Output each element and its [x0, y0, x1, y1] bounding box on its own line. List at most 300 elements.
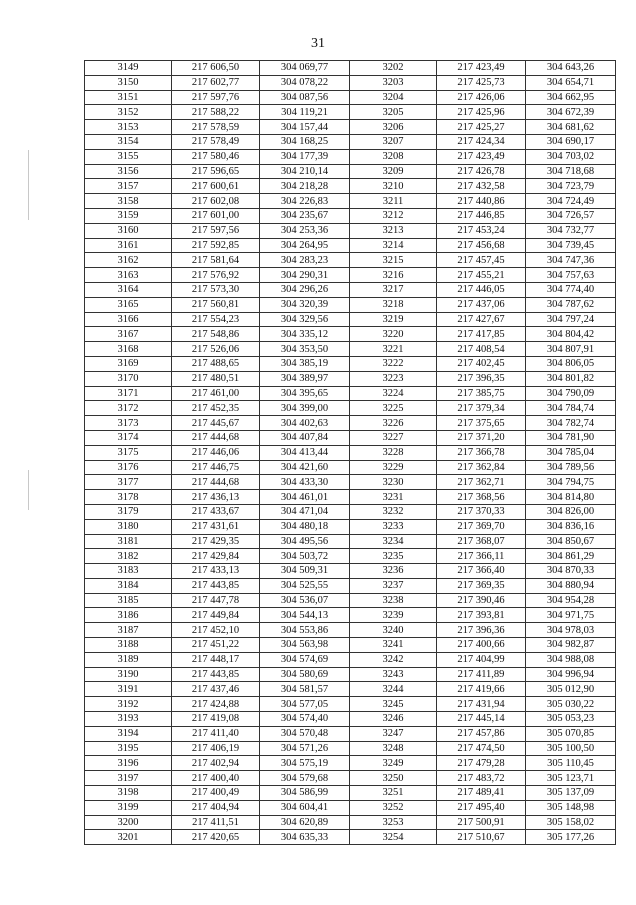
y-coordinate-cell: 304 413,44: [260, 445, 350, 460]
y-coordinate-cell: 304 119,21: [260, 105, 350, 120]
x-coordinate-cell: 217 436,13: [172, 490, 260, 505]
y-coordinate-cell: 304 571,26: [260, 741, 350, 756]
table-row: [85, 800, 616, 815]
x-coordinate-cell: 217 366,78: [437, 445, 526, 460]
x-coordinate-cell: 217 446,85: [437, 208, 526, 223]
point-number-cell: 3215: [350, 253, 437, 268]
x-coordinate-cell: 217 526,06: [172, 342, 260, 357]
x-coordinate-cell: 217 429,84: [172, 549, 260, 564]
x-coordinate-cell: 217 445,14: [437, 712, 526, 727]
y-coordinate-cell: 304 982,87: [526, 638, 616, 653]
table-row: [85, 179, 616, 194]
y-coordinate-cell: 304 570,48: [260, 726, 350, 741]
x-coordinate-cell: 217 420,65: [172, 830, 260, 845]
point-number-cell: 3169: [85, 356, 172, 371]
table-row: [85, 682, 616, 697]
x-coordinate-cell: 217 479,28: [437, 756, 526, 771]
point-number-cell: 3250: [350, 771, 437, 786]
y-coordinate-cell: 305 177,26: [526, 830, 616, 845]
x-coordinate-cell: 217 437,46: [172, 682, 260, 697]
page-number: 31: [311, 36, 325, 51]
y-coordinate-cell: 304 774,40: [526, 282, 616, 297]
y-coordinate-cell: 305 100,50: [526, 741, 616, 756]
table-row: [85, 608, 616, 623]
x-coordinate-cell: 217 406,19: [172, 741, 260, 756]
x-coordinate-cell: 217 393,81: [437, 608, 526, 623]
point-number-cell: 3224: [350, 386, 437, 401]
point-number-cell: 3211: [350, 194, 437, 209]
y-coordinate-cell: 304 480,18: [260, 519, 350, 534]
y-coordinate-cell: 304 157,44: [260, 120, 350, 135]
x-coordinate-cell: 217 423,49: [437, 61, 526, 76]
y-coordinate-cell: 304 880,94: [526, 578, 616, 593]
y-coordinate-cell: 304 807,91: [526, 342, 616, 357]
point-number-cell: 3245: [350, 697, 437, 712]
table-row: [85, 327, 616, 342]
x-coordinate-cell: 217 500,91: [437, 815, 526, 830]
x-coordinate-cell: 217 400,40: [172, 771, 260, 786]
table-row: [85, 667, 616, 682]
y-coordinate-cell: 304 724,49: [526, 194, 616, 209]
y-coordinate-cell: 304 971,75: [526, 608, 616, 623]
point-number-cell: 3254: [350, 830, 437, 845]
x-coordinate-cell: 217 362,71: [437, 475, 526, 490]
y-coordinate-cell: 304 580,69: [260, 667, 350, 682]
point-number-cell: 3217: [350, 282, 437, 297]
y-coordinate-cell: 304 723,79: [526, 179, 616, 194]
x-coordinate-cell: 217 427,67: [437, 312, 526, 327]
x-coordinate-cell: 217 396,36: [437, 623, 526, 638]
y-coordinate-cell: 304 389,97: [260, 371, 350, 386]
table-row: [85, 223, 616, 238]
y-coordinate-cell: 304 168,25: [260, 134, 350, 149]
table-row: [85, 741, 616, 756]
x-coordinate-cell: 217 370,33: [437, 504, 526, 519]
x-coordinate-cell: 217 411,51: [172, 815, 260, 830]
x-coordinate-cell: 217 444,68: [172, 430, 260, 445]
y-coordinate-cell: 304 814,80: [526, 490, 616, 505]
point-number-cell: 3186: [85, 608, 172, 623]
point-number-cell: 3231: [350, 490, 437, 505]
y-coordinate-cell: 304 283,23: [260, 253, 350, 268]
y-coordinate-cell: 304 536,07: [260, 593, 350, 608]
y-coordinate-cell: 304 732,77: [526, 223, 616, 238]
point-number-cell: 3184: [85, 578, 172, 593]
x-coordinate-cell: 217 404,94: [172, 800, 260, 815]
point-number-cell: 3177: [85, 475, 172, 490]
y-coordinate-cell: 305 053,23: [526, 712, 616, 727]
y-coordinate-cell: 304 604,41: [260, 800, 350, 815]
x-coordinate-cell: 217 366,11: [437, 549, 526, 564]
point-number-cell: 3200: [85, 815, 172, 830]
point-number-cell: 3196: [85, 756, 172, 771]
point-number-cell: 3228: [350, 445, 437, 460]
x-coordinate-cell: 217 480,51: [172, 371, 260, 386]
point-number-cell: 3243: [350, 667, 437, 682]
coordinates-table: [84, 60, 616, 845]
point-number-cell: 3161: [85, 238, 172, 253]
x-coordinate-cell: 217 596,65: [172, 164, 260, 179]
x-coordinate-cell: 217 489,41: [437, 786, 526, 801]
x-coordinate-cell: 217 400,66: [437, 638, 526, 653]
point-number-cell: 3158: [85, 194, 172, 209]
table-row: [85, 282, 616, 297]
y-coordinate-cell: 304 996,94: [526, 667, 616, 682]
point-number-cell: 3205: [350, 105, 437, 120]
table-row: [85, 786, 616, 801]
x-coordinate-cell: 217 368,07: [437, 534, 526, 549]
x-coordinate-cell: 217 425,27: [437, 120, 526, 135]
x-coordinate-cell: 217 602,77: [172, 75, 260, 90]
x-coordinate-cell: 217 488,65: [172, 356, 260, 371]
scan-edge-mark: [28, 470, 29, 510]
y-coordinate-cell: 304 787,62: [526, 297, 616, 312]
x-coordinate-cell: 217 419,66: [437, 682, 526, 697]
table-row: [85, 105, 616, 120]
y-coordinate-cell: 304 264,95: [260, 238, 350, 253]
y-coordinate-cell: 304 681,62: [526, 120, 616, 135]
point-number-cell: 3162: [85, 253, 172, 268]
y-coordinate-cell: 305 123,71: [526, 771, 616, 786]
point-number-cell: 3191: [85, 682, 172, 697]
x-coordinate-cell: 217 446,05: [437, 282, 526, 297]
table-row: [85, 134, 616, 149]
table-row: [85, 534, 616, 549]
point-number-cell: 3251: [350, 786, 437, 801]
y-coordinate-cell: 304 804,42: [526, 327, 616, 342]
y-coordinate-cell: 304 525,55: [260, 578, 350, 593]
point-number-cell: 3187: [85, 623, 172, 638]
point-number-cell: 3155: [85, 149, 172, 164]
x-coordinate-cell: 217 455,21: [437, 268, 526, 283]
y-coordinate-cell: 304 210,14: [260, 164, 350, 179]
y-coordinate-cell: 304 790,09: [526, 386, 616, 401]
y-coordinate-cell: 304 290,31: [260, 268, 350, 283]
x-coordinate-cell: 217 447,78: [172, 593, 260, 608]
point-number-cell: 3153: [85, 120, 172, 135]
y-coordinate-cell: 305 110,45: [526, 756, 616, 771]
y-coordinate-cell: 304 672,39: [526, 105, 616, 120]
y-coordinate-cell: 304 563,98: [260, 638, 350, 653]
x-coordinate-cell: 217 424,34: [437, 134, 526, 149]
point-number-cell: 3202: [350, 61, 437, 76]
point-number-cell: 3220: [350, 327, 437, 342]
table-row: [85, 623, 616, 638]
point-number-cell: 3232: [350, 504, 437, 519]
y-coordinate-cell: 304 574,69: [260, 652, 350, 667]
x-coordinate-cell: 217 400,49: [172, 786, 260, 801]
y-coordinate-cell: 304 461,01: [260, 490, 350, 505]
table-row: [85, 342, 616, 357]
table-row: [85, 194, 616, 209]
point-number-cell: 3151: [85, 90, 172, 105]
point-number-cell: 3244: [350, 682, 437, 697]
table-row: [85, 578, 616, 593]
y-coordinate-cell: 304 785,04: [526, 445, 616, 460]
table-row: [85, 638, 616, 653]
point-number-cell: 3241: [350, 638, 437, 653]
y-coordinate-cell: 304 784,74: [526, 401, 616, 416]
table-row: [85, 164, 616, 179]
x-coordinate-cell: 217 433,67: [172, 504, 260, 519]
y-coordinate-cell: 304 579,68: [260, 771, 350, 786]
x-coordinate-cell: 217 379,34: [437, 401, 526, 416]
y-coordinate-cell: 304 253,36: [260, 223, 350, 238]
y-coordinate-cell: 304 574,40: [260, 712, 350, 727]
table-row: [85, 61, 616, 76]
point-number-cell: 3175: [85, 445, 172, 460]
y-coordinate-cell: 304 978,03: [526, 623, 616, 638]
point-number-cell: 3168: [85, 342, 172, 357]
x-coordinate-cell: 217 371,20: [437, 430, 526, 445]
x-coordinate-cell: 217 602,08: [172, 194, 260, 209]
table-row: [85, 519, 616, 534]
table-row: [85, 401, 616, 416]
point-number-cell: 3180: [85, 519, 172, 534]
y-coordinate-cell: 304 399,00: [260, 401, 350, 416]
x-coordinate-cell: 217 443,85: [172, 667, 260, 682]
y-coordinate-cell: 304 789,56: [526, 460, 616, 475]
point-number-cell: 3233: [350, 519, 437, 534]
point-number-cell: 3178: [85, 490, 172, 505]
point-number-cell: 3230: [350, 475, 437, 490]
point-number-cell: 3173: [85, 416, 172, 431]
x-coordinate-cell: 217 408,54: [437, 342, 526, 357]
point-number-cell: 3219: [350, 312, 437, 327]
y-coordinate-cell: 304 433,30: [260, 475, 350, 490]
x-coordinate-cell: 217 424,88: [172, 697, 260, 712]
y-coordinate-cell: 304 329,56: [260, 312, 350, 327]
x-coordinate-cell: 217 404,99: [437, 652, 526, 667]
y-coordinate-cell: 304 296,26: [260, 282, 350, 297]
point-number-cell: 3171: [85, 386, 172, 401]
x-coordinate-cell: 217 366,40: [437, 564, 526, 579]
point-number-cell: 3246: [350, 712, 437, 727]
y-coordinate-cell: 304 402,63: [260, 416, 350, 431]
table-row: [85, 416, 616, 431]
x-coordinate-cell: 217 588,22: [172, 105, 260, 120]
y-coordinate-cell: 304 177,39: [260, 149, 350, 164]
y-coordinate-cell: 304 620,89: [260, 815, 350, 830]
point-number-cell: 3152: [85, 105, 172, 120]
y-coordinate-cell: 304 495,56: [260, 534, 350, 549]
x-coordinate-cell: 217 431,94: [437, 697, 526, 712]
point-number-cell: 3163: [85, 268, 172, 283]
y-coordinate-cell: 305 012,90: [526, 682, 616, 697]
table-row: [85, 726, 616, 741]
x-coordinate-cell: 217 445,67: [172, 416, 260, 431]
y-coordinate-cell: 304 503,72: [260, 549, 350, 564]
point-number-cell: 3223: [350, 371, 437, 386]
x-coordinate-cell: 217 411,40: [172, 726, 260, 741]
y-coordinate-cell: 305 137,09: [526, 786, 616, 801]
table-row: [85, 386, 616, 401]
table-row: [85, 697, 616, 712]
point-number-cell: 3236: [350, 564, 437, 579]
point-number-cell: 3189: [85, 652, 172, 667]
table-row: [85, 549, 616, 564]
x-coordinate-cell: 217 592,85: [172, 238, 260, 253]
table-row: [85, 460, 616, 475]
x-coordinate-cell: 217 390,46: [437, 593, 526, 608]
y-coordinate-cell: 304 850,67: [526, 534, 616, 549]
x-coordinate-cell: 217 411,89: [437, 667, 526, 682]
y-coordinate-cell: 304 069,77: [260, 61, 350, 76]
y-coordinate-cell: 304 861,29: [526, 549, 616, 564]
x-coordinate-cell: 217 452,10: [172, 623, 260, 638]
point-number-cell: 3207: [350, 134, 437, 149]
point-number-cell: 3154: [85, 134, 172, 149]
coordinates-table-body: [85, 61, 616, 845]
x-coordinate-cell: 217 443,85: [172, 578, 260, 593]
point-number-cell: 3234: [350, 534, 437, 549]
point-number-cell: 3170: [85, 371, 172, 386]
x-coordinate-cell: 217 423,49: [437, 149, 526, 164]
x-coordinate-cell: 217 457,45: [437, 253, 526, 268]
point-number-cell: 3240: [350, 623, 437, 638]
x-coordinate-cell: 217 573,30: [172, 282, 260, 297]
point-number-cell: 3199: [85, 800, 172, 815]
x-coordinate-cell: 217 402,45: [437, 356, 526, 371]
point-number-cell: 3213: [350, 223, 437, 238]
x-coordinate-cell: 217 456,68: [437, 238, 526, 253]
table-row: [85, 371, 616, 386]
y-coordinate-cell: 304 870,33: [526, 564, 616, 579]
y-coordinate-cell: 304 235,67: [260, 208, 350, 223]
x-coordinate-cell: 217 425,73: [437, 75, 526, 90]
y-coordinate-cell: 304 794,75: [526, 475, 616, 490]
point-number-cell: 3174: [85, 430, 172, 445]
point-number-cell: 3252: [350, 800, 437, 815]
x-coordinate-cell: 217 461,00: [172, 386, 260, 401]
point-number-cell: 3150: [85, 75, 172, 90]
y-coordinate-cell: 304 353,50: [260, 342, 350, 357]
x-coordinate-cell: 217 431,61: [172, 519, 260, 534]
y-coordinate-cell: 304 385,19: [260, 356, 350, 371]
table-row: [85, 593, 616, 608]
point-number-cell: 3239: [350, 608, 437, 623]
x-coordinate-cell: 217 402,94: [172, 756, 260, 771]
y-coordinate-cell: 304 335,12: [260, 327, 350, 342]
point-number-cell: 3182: [85, 549, 172, 564]
point-number-cell: 3194: [85, 726, 172, 741]
y-coordinate-cell: 304 544,13: [260, 608, 350, 623]
x-coordinate-cell: 217 606,50: [172, 61, 260, 76]
y-coordinate-cell: 304 826,00: [526, 504, 616, 519]
x-coordinate-cell: 217 580,46: [172, 149, 260, 164]
y-coordinate-cell: 304 509,31: [260, 564, 350, 579]
table-row: [85, 356, 616, 371]
x-coordinate-cell: 217 432,58: [437, 179, 526, 194]
y-coordinate-cell: 304 988,08: [526, 652, 616, 667]
x-coordinate-cell: 217 440,86: [437, 194, 526, 209]
point-number-cell: 3159: [85, 208, 172, 223]
table-row: [85, 652, 616, 667]
x-coordinate-cell: 217 453,24: [437, 223, 526, 238]
y-coordinate-cell: 304 703,02: [526, 149, 616, 164]
point-number-cell: 3238: [350, 593, 437, 608]
point-number-cell: 3192: [85, 697, 172, 712]
point-number-cell: 3253: [350, 815, 437, 830]
point-number-cell: 3179: [85, 504, 172, 519]
table-row: [85, 208, 616, 223]
point-number-cell: 3160: [85, 223, 172, 238]
x-coordinate-cell: 217 474,50: [437, 741, 526, 756]
table-row: [85, 564, 616, 579]
y-coordinate-cell: 304 586,99: [260, 786, 350, 801]
y-coordinate-cell: 304 739,45: [526, 238, 616, 253]
point-number-cell: 3197: [85, 771, 172, 786]
y-coordinate-cell: 305 030,22: [526, 697, 616, 712]
x-coordinate-cell: 217 601,00: [172, 208, 260, 223]
point-number-cell: 3221: [350, 342, 437, 357]
point-number-cell: 3214: [350, 238, 437, 253]
x-coordinate-cell: 217 433,13: [172, 564, 260, 579]
y-coordinate-cell: 304 726,57: [526, 208, 616, 223]
x-coordinate-cell: 217 448,17: [172, 652, 260, 667]
x-coordinate-cell: 217 429,35: [172, 534, 260, 549]
point-number-cell: 3249: [350, 756, 437, 771]
y-coordinate-cell: 304 218,28: [260, 179, 350, 194]
point-number-cell: 3172: [85, 401, 172, 416]
point-number-cell: 3157: [85, 179, 172, 194]
x-coordinate-cell: 217 396,35: [437, 371, 526, 386]
table-row: [85, 297, 616, 312]
point-number-cell: 3208: [350, 149, 437, 164]
point-number-cell: 3203: [350, 75, 437, 90]
point-number-cell: 3204: [350, 90, 437, 105]
point-number-cell: 3248: [350, 741, 437, 756]
point-number-cell: 3190: [85, 667, 172, 682]
point-number-cell: 3229: [350, 460, 437, 475]
y-coordinate-cell: 304 801,82: [526, 371, 616, 386]
x-coordinate-cell: 217 417,85: [437, 327, 526, 342]
y-coordinate-cell: 304 781,90: [526, 430, 616, 445]
table-row: [85, 445, 616, 460]
table-row: [85, 490, 616, 505]
y-coordinate-cell: 304 718,68: [526, 164, 616, 179]
table-row: [85, 756, 616, 771]
x-coordinate-cell: 217 452,35: [172, 401, 260, 416]
x-coordinate-cell: 217 419,08: [172, 712, 260, 727]
y-coordinate-cell: 304 087,56: [260, 90, 350, 105]
x-coordinate-cell: 217 495,40: [437, 800, 526, 815]
point-number-cell: 3237: [350, 578, 437, 593]
x-coordinate-cell: 217 600,61: [172, 179, 260, 194]
point-number-cell: 3176: [85, 460, 172, 475]
y-coordinate-cell: 304 407,84: [260, 430, 350, 445]
point-number-cell: 3206: [350, 120, 437, 135]
x-coordinate-cell: 217 576,92: [172, 268, 260, 283]
x-coordinate-cell: 217 597,76: [172, 90, 260, 105]
point-number-cell: 3181: [85, 534, 172, 549]
point-number-cell: 3235: [350, 549, 437, 564]
point-number-cell: 3226: [350, 416, 437, 431]
x-coordinate-cell: 217 385,75: [437, 386, 526, 401]
x-coordinate-cell: 217 369,35: [437, 578, 526, 593]
y-coordinate-cell: 304 553,86: [260, 623, 350, 638]
table-row: [85, 238, 616, 253]
x-coordinate-cell: 217 426,06: [437, 90, 526, 105]
point-number-cell: 3195: [85, 741, 172, 756]
table-row: [85, 120, 616, 135]
point-number-cell: 3225: [350, 401, 437, 416]
y-coordinate-cell: 304 690,17: [526, 134, 616, 149]
point-number-cell: 3227: [350, 430, 437, 445]
y-coordinate-cell: 305 148,98: [526, 800, 616, 815]
y-coordinate-cell: 304 836,16: [526, 519, 616, 534]
y-coordinate-cell: 304 635,33: [260, 830, 350, 845]
